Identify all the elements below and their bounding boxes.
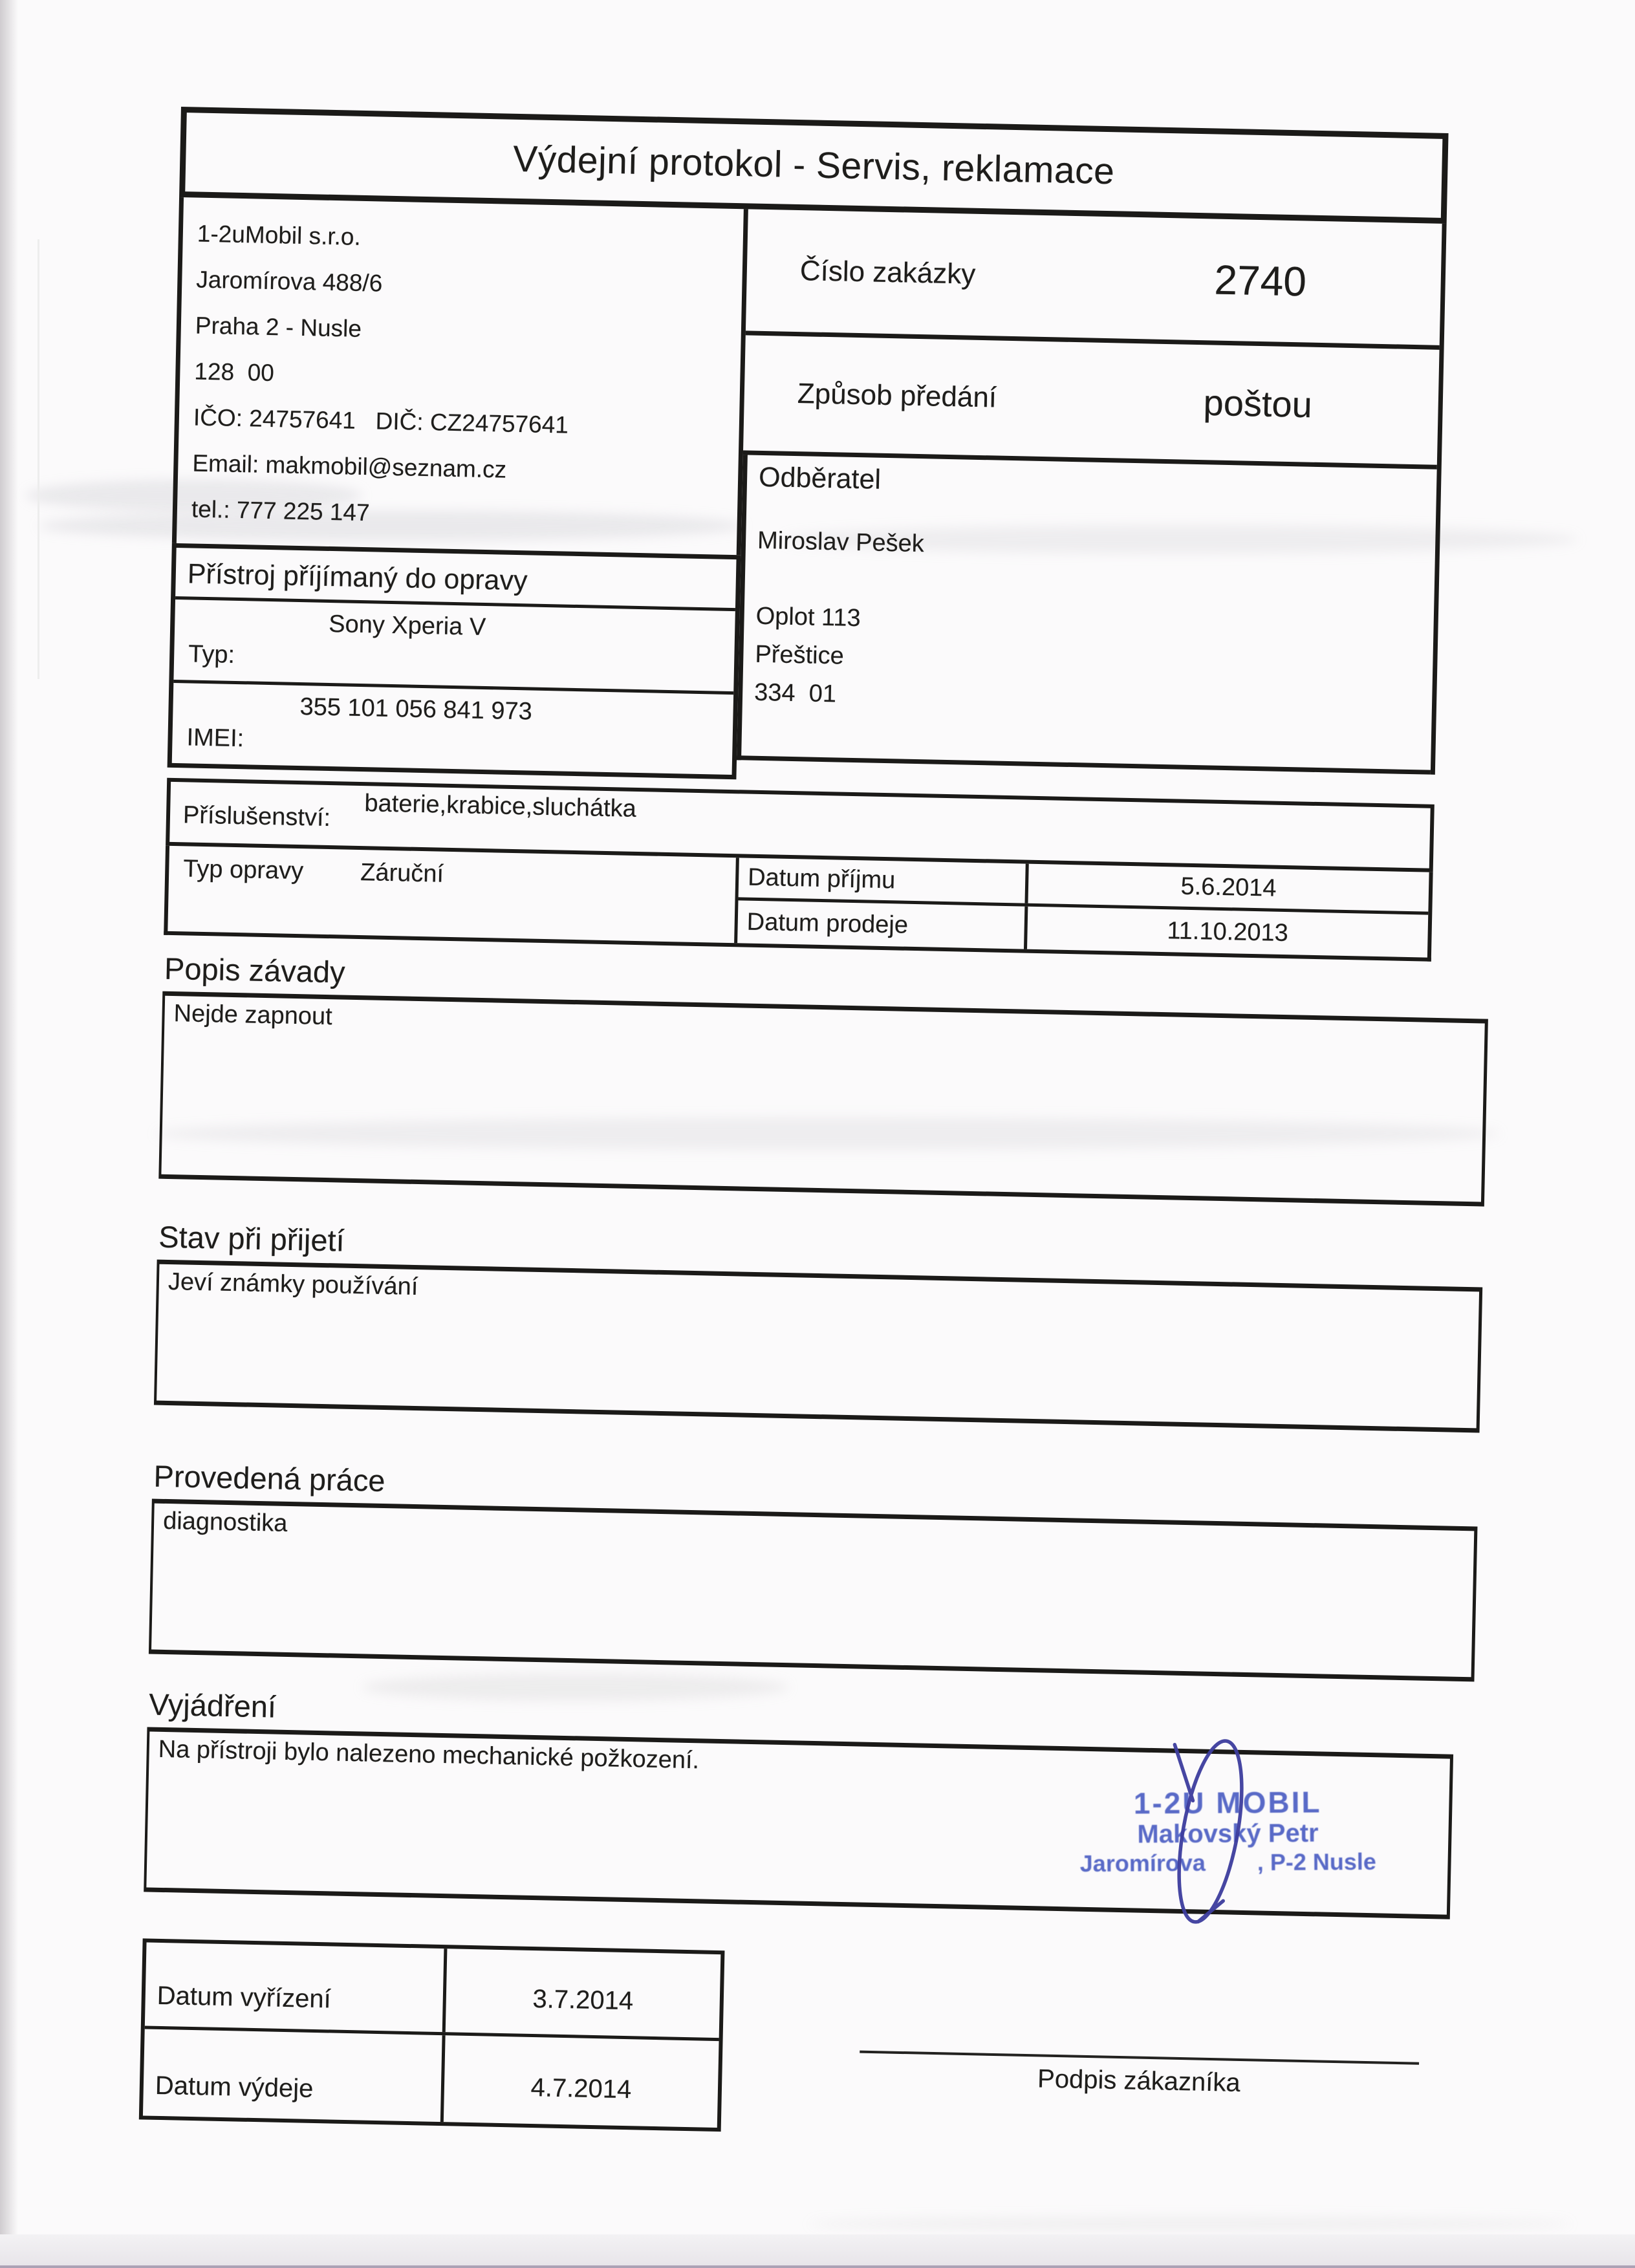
handwritten-signature xyxy=(1151,1723,1272,1946)
stamp-line-1: 1-2U MOBIL xyxy=(1133,1785,1322,1820)
protocol-form xyxy=(139,107,1507,2147)
date-sold-value: 11.10.2013 xyxy=(1167,916,1289,947)
customer-zip: 334 01 xyxy=(753,678,837,708)
supplier-phone: tel.: 777 225 147 xyxy=(191,495,371,526)
device-box-header: Přístroj příjímaný do opravy xyxy=(175,548,736,611)
date-resolved-value: 3.7.2014 xyxy=(532,1985,634,2016)
footer-dates-table xyxy=(139,1938,725,2132)
customer-signature-block xyxy=(859,2051,1419,2102)
scan-smudge xyxy=(808,2217,1572,2231)
date-received-label: Datum příjmu xyxy=(739,858,1029,903)
header-section xyxy=(168,197,1447,794)
footer-section xyxy=(139,1938,1442,2146)
date-issued-label: Datum výdeje xyxy=(143,2029,446,2122)
work-heading: Provedená práce xyxy=(153,1458,386,1498)
statement-heading: Vyjádření xyxy=(148,1687,277,1724)
work-box xyxy=(149,1499,1478,1682)
repair-type-cell xyxy=(168,846,739,943)
statement-text: Na přístroji bylo nalezeno mechanické požkození. xyxy=(158,1735,700,1775)
supplier-street: Jaromírova 488/6 xyxy=(195,266,383,297)
work-text: diagnostika xyxy=(162,1507,288,1537)
stamp-line-2: Makovský Petr xyxy=(1137,1819,1319,1849)
device-box xyxy=(168,543,741,779)
defect-heading: Popis závady xyxy=(164,951,346,989)
date-issued-value: 4.7.2014 xyxy=(530,2073,632,2104)
scanner-bottom-edge xyxy=(0,2265,1635,2268)
signature-label: Podpis zákazníka xyxy=(1037,2064,1241,2097)
condition-text: Jeví známky používání xyxy=(168,1268,418,1301)
supplier-ids: IČO: 24757641 DIČ: CZ24757641 xyxy=(193,404,569,438)
date-issued-row xyxy=(143,2029,719,2128)
stamp-line-3: Jaromírova , P-2 Nusle xyxy=(1079,1848,1377,1877)
repair-dates xyxy=(737,858,1429,957)
date-resolved-label: Datum vyřízení xyxy=(145,1943,448,2033)
order-number-value: 2740 xyxy=(1213,256,1307,305)
delivery-method-value: poštou xyxy=(1203,382,1313,426)
supplier-info-box xyxy=(172,197,748,555)
statement-box xyxy=(144,1727,1453,1919)
supplier-email: Email: makmobil@seznam.cz xyxy=(192,449,507,483)
order-number-cell xyxy=(746,209,1442,349)
defect-text: Nejde zapnout xyxy=(173,1000,333,1031)
repair-type-value: Záruční xyxy=(360,859,444,888)
device-type-label: Typ: xyxy=(188,640,235,669)
date-resolved-row xyxy=(145,1943,721,2042)
customer-box xyxy=(737,455,1437,774)
left-column xyxy=(168,197,748,779)
order-number-label: Číslo zakázky xyxy=(799,255,976,290)
device-imei-value: 355 101 056 841 973 xyxy=(299,693,533,726)
paper-crease xyxy=(38,239,39,679)
condition-box xyxy=(154,1260,1482,1433)
customer-box-header: Odběratel xyxy=(758,461,882,495)
device-type-value: Sony Xperia V xyxy=(328,610,486,642)
repair-type-label: Typ opravy xyxy=(182,855,304,885)
accessories-label: Příslušenství: xyxy=(182,801,331,832)
supplier-name: 1-2uMobil s.r.o. xyxy=(197,220,362,250)
device-imei-row xyxy=(172,683,733,775)
scanner-edge-shadow xyxy=(0,0,18,2268)
device-imei-label: IMEI: xyxy=(186,724,244,753)
condition-heading: Stav při přijetí xyxy=(158,1219,345,1258)
defect-box xyxy=(158,991,1488,1207)
supplier-city: Praha 2 - Nusle xyxy=(195,312,362,342)
customer-name: Miroslav Pešek xyxy=(757,526,925,558)
customer-street: Oplot 113 xyxy=(755,602,861,632)
device-type-row xyxy=(173,599,735,695)
customer-city: Přeštice xyxy=(755,640,845,670)
date-sold-label: Datum prodeje xyxy=(737,900,1028,949)
page-title: Výdejní protokol - Servis, reklamace xyxy=(512,138,1116,193)
scanner-bottom-strip xyxy=(0,2234,1635,2268)
delivery-method-label: Způsob předání xyxy=(797,378,997,414)
accessories-value: baterie,krabice,sluchátka xyxy=(364,790,637,823)
supplier-zip: 128 00 xyxy=(194,358,275,387)
right-column xyxy=(737,209,1447,774)
date-received-value: 5.6.2014 xyxy=(1180,872,1277,902)
delivery-method-cell xyxy=(743,335,1440,469)
